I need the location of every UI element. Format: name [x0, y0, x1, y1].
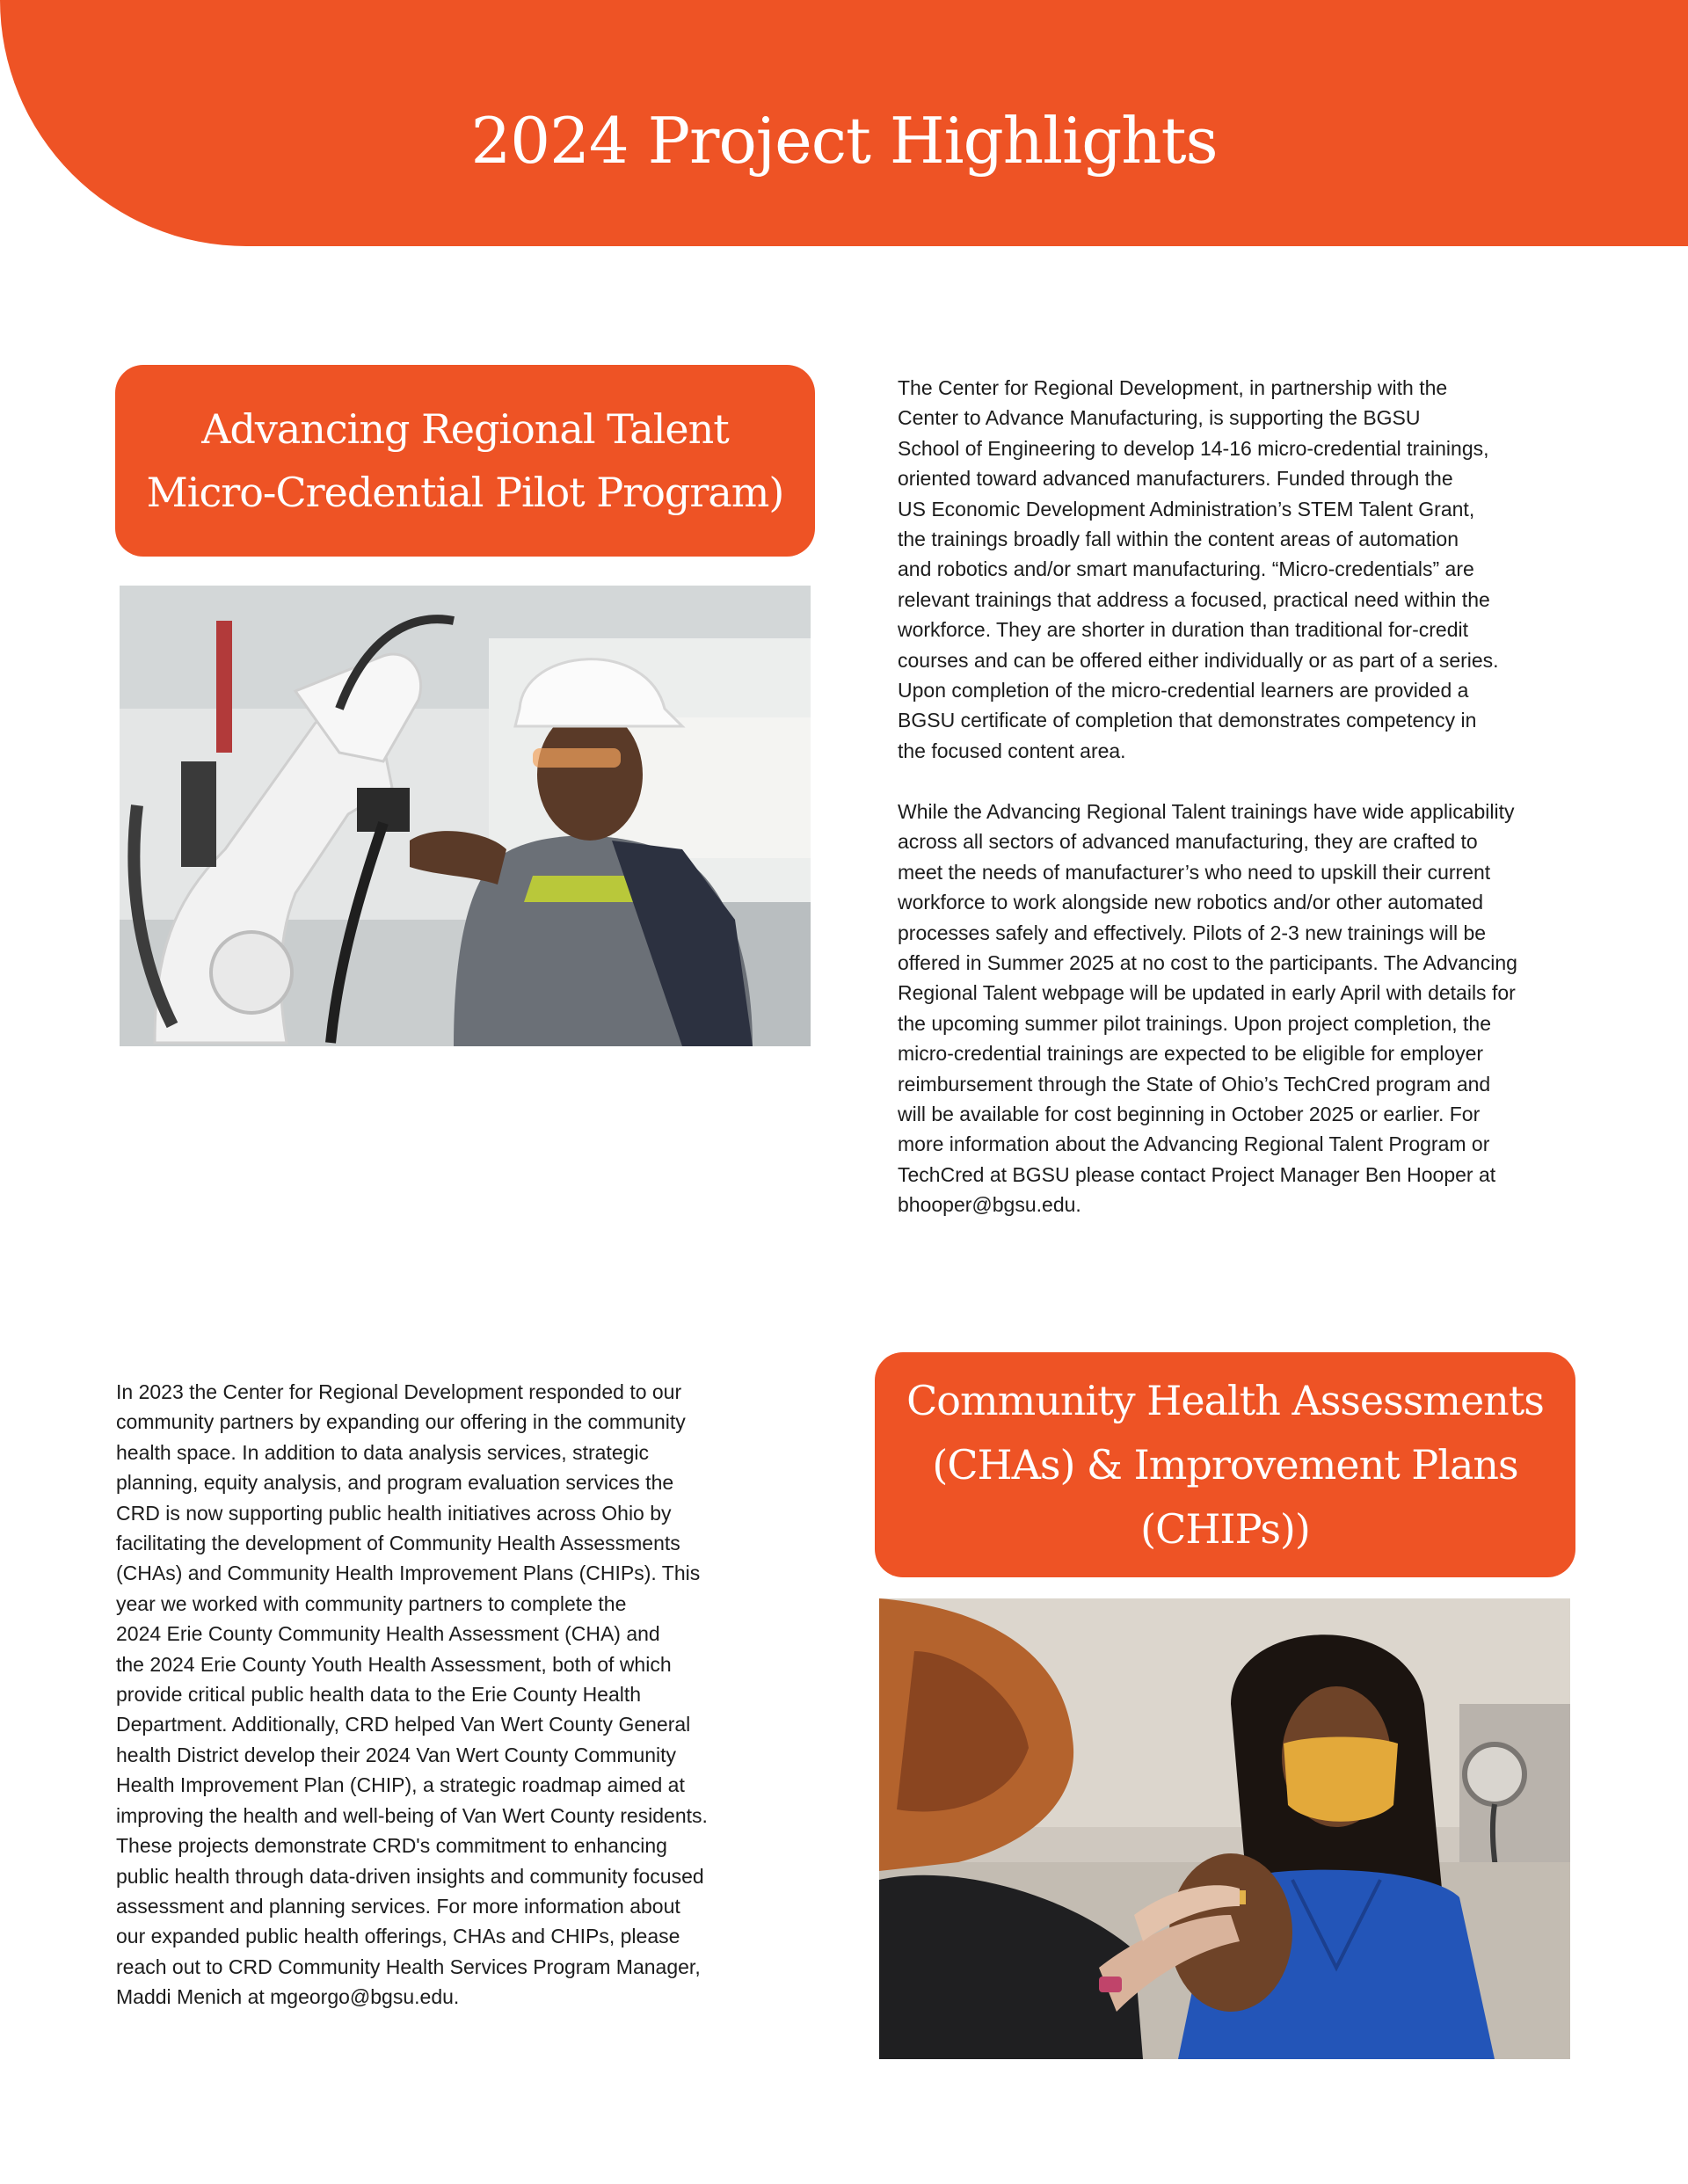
text-line: relevant trainings that address a focused, practical need within the — [898, 587, 1490, 611]
text-line: assessment and planning services. For more information about — [116, 1894, 680, 1918]
advancing-talent-paragraph-1 — [898, 373, 1499, 766]
text-line: 2024 Erie County Community Health Assessment (CHA) and — [116, 1622, 660, 1646]
text-line: health space. In addition to data analysis services, strategic — [116, 1440, 650, 1464]
text-line: workforce. They are shorter in duration than traditional for-credit — [898, 618, 1468, 642]
text-line: provide critical public health data to the Erie County Health — [116, 1683, 642, 1707]
heading-line: Advancing Regional Talent — [201, 405, 729, 453]
text-line: (CHAs) and Community Health Improvement Plans (CHIPs). This — [116, 1562, 701, 1585]
heading-line: (CHAs) & Improvement Plans — [932, 1440, 1518, 1489]
text-line: CRD is now supporting public health initiatives across Ohio by — [116, 1501, 672, 1525]
text-line: These projects demonstrate CRD's commitment to enhancing — [116, 1834, 667, 1858]
text-line: While the Advancing Regional Talent trainings have wide applicability — [898, 800, 1515, 823]
heading-line: (CHIPs)) — [1140, 1504, 1310, 1553]
text-line: facilitating the development of Community Health Assessments — [116, 1532, 680, 1555]
text-line: reimbursement through the State of Ohio’s TechCred program and — [898, 1072, 1491, 1096]
text-line: meet the needs of manufacturer’s who need to upskill their current — [898, 860, 1491, 884]
text-line: TechCred at BGSU please contact Project Manager Ben Hooper at — [898, 1162, 1496, 1186]
text-line: community partners by expanding our offering in the community — [116, 1410, 686, 1434]
text-line: School of Engineering to develop 14-16 micro-credential trainings, — [898, 436, 1489, 460]
text-line: improving the health and well-being of Van Wert County residents. — [116, 1803, 708, 1827]
text-line: bhooper@bgsu.edu. — [898, 1193, 1081, 1217]
text-line: micro-credential trainings are expected to be eligible for employer — [898, 1042, 1484, 1066]
text-line: our expanded public health offerings, CHAs and CHIPs, please — [116, 1925, 680, 1948]
text-line: reach out to CRD Community Health Services Program Manager, — [116, 1955, 701, 1978]
photo-technician-robot-arm — [120, 586, 811, 1046]
text-line: the upcoming summer pilot trainings. Upon project completion, the — [898, 1011, 1492, 1035]
text-line: public health through data-driven insights and community focused — [116, 1864, 704, 1888]
text-line: planning, equity analysis, and program evaluation services the — [116, 1471, 674, 1495]
text-line: BGSU certificate of completion that demonstrates competency in — [898, 709, 1477, 732]
heading-line: Micro-Credential Pilot Program) — [146, 469, 784, 516]
section-heading-community-health — [875, 1352, 1575, 1577]
text-line: oriented toward advanced manufacturers. Funded through the — [898, 467, 1453, 491]
text-line: workforce to work alongside new robotics and/or other automated — [898, 891, 1484, 914]
advancing-talent-paragraph-2 — [898, 797, 1517, 1220]
text-line: In 2023 the Center for Regional Development responded to our — [116, 1380, 682, 1403]
text-line: Department. Additionally, CRD helped Van Wert County General — [116, 1713, 691, 1736]
text-line: Center to Advance Manufacturing, is supporting the BGSU — [898, 406, 1421, 430]
text-line: the focused content area. — [898, 739, 1126, 762]
text-line: The Center for Regional Development, in partnership with the — [898, 376, 1448, 399]
text-line: health District develop their 2024 Van Wert County Community — [116, 1743, 677, 1766]
text-line: and robotics and/or smart manufacturing. “Micro-credentials” are — [898, 557, 1474, 581]
text-line: Health Improvement Plan (CHIP), a strategic roadmap aimed at — [116, 1773, 685, 1797]
text-line: will be available for cost beginning in October 2025 or earlier. For — [898, 1103, 1481, 1126]
text-line: the trainings broadly fall within the content areas of automation — [898, 528, 1459, 551]
page-title: 2024 Project Highlights — [470, 104, 1218, 178]
text-line: US Economic Development Administration’s STEM Talent Grant, — [898, 497, 1475, 521]
community-health-paragraph — [116, 1377, 708, 2013]
text-line: more information about the Advancing Regional Talent Program or — [898, 1132, 1490, 1156]
photo-vaccination-bandage — [879, 1598, 1570, 2059]
text-line: Maddi Menich at mgeorgo@bgsu.edu. — [116, 1985, 460, 2009]
text-line: Regional Talent webpage will be updated in early April with details for — [898, 981, 1516, 1005]
heading-line: Community Health Assessments — [906, 1376, 1544, 1424]
section-heading-advancing-regional-talent — [115, 365, 815, 557]
text-line: processes safely and effectively. Pilots of 2-3 new trainings will be — [898, 921, 1487, 944]
text-line: year we worked with community partners to complete the — [116, 1591, 627, 1615]
text-line: across all sectors of advanced manufacturing, they are crafted to — [898, 830, 1478, 854]
text-line: the 2024 Erie County Youth Health Assessment, both of which — [116, 1652, 672, 1676]
text-line: offered in Summer 2025 at no cost to the participants. The Advancing — [898, 951, 1517, 975]
text-line: courses and can be offered either individually or as part of a series. — [898, 648, 1499, 672]
text-line: Upon completion of the micro-credential learners are provided a — [898, 679, 1469, 703]
